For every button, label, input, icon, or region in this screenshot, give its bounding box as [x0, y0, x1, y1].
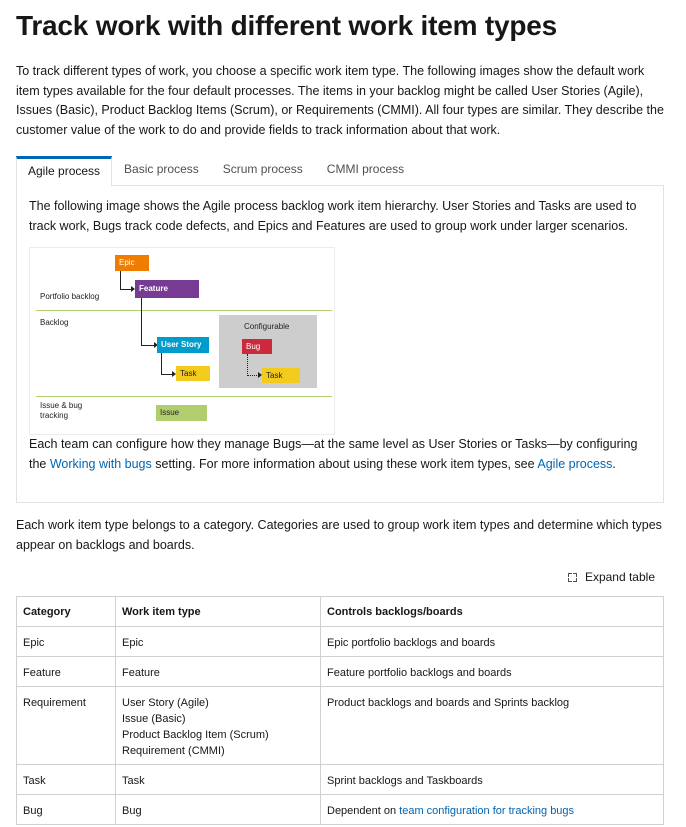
- type-line: Product Backlog Item (Scrum): [122, 729, 269, 741]
- working-with-bugs-link[interactable]: Working with bugs: [49, 456, 152, 471]
- type-cell: Bug: [116, 795, 321, 825]
- issue-bug-tracking-label: Issue & bug tracking: [40, 401, 83, 420]
- column-header: Work item type: [116, 597, 321, 627]
- table-row: [17, 687, 664, 765]
- tab-agile-process[interactable]: Agile process: [16, 156, 112, 186]
- agile-hierarchy-diagram: [29, 247, 335, 435]
- process-tabs: [16, 155, 670, 185]
- type-line: User Story (Agile): [122, 697, 209, 709]
- category-paragraph: Each work item type belongs to a category. Categories are used to group work item types and determine which types appear on backlogs and boards.: [16, 518, 662, 552]
- table-header-row: [17, 597, 664, 627]
- task-item: Task: [176, 366, 210, 381]
- bugs-config-paragraph: Each team can configure how they manage Bugs—at the same level as User Stories or Tasks—by configuring the Working with bugs setting. For more information about using these work item types, see Agile process.: [29, 437, 638, 471]
- team-configuration-link[interactable]: team configuration for tracking bugs: [399, 805, 575, 817]
- type-cell: [116, 687, 321, 765]
- intro-paragraph: To track different types of work, you choose a specific work item type. The following images show the default work item types available for the four default processes. The items in your backlog might be called User Stories (Agile), Issues (Basic), Product Backlog Items (Scrum), or Requirements (CMMI). All four types are similar. They describe the customer value of the work to do and provide fields to track information about that work.: [16, 64, 664, 137]
- table-row: [17, 657, 664, 687]
- page-title: Track work with different work item types: [16, 10, 558, 41]
- epic-item: Epic: [115, 255, 149, 271]
- table-row: [17, 795, 664, 825]
- tab-scrum-process[interactable]: Scrum process: [222, 162, 303, 176]
- divider-line: [36, 396, 332, 397]
- category-cell: Requirement: [17, 687, 116, 765]
- expand-table-label: Expand table: [584, 570, 655, 584]
- divider-line: [36, 310, 332, 311]
- controls-cell: Feature portfolio backlogs and boards: [321, 657, 664, 687]
- user-story-item: User Story: [157, 337, 209, 353]
- type-cell: Feature: [116, 657, 321, 687]
- tab-cmmi-process[interactable]: CMMI process: [326, 162, 405, 176]
- controls-cell: Sprint backlogs and Taskboards: [321, 765, 664, 795]
- type-cell: Task: [116, 765, 321, 795]
- category-cell: Epic: [17, 627, 116, 657]
- table-row: [17, 765, 664, 795]
- table-row: [17, 627, 664, 657]
- configurable-label: Configurable: [244, 322, 290, 331]
- portfolio-backlog-label: Portfolio backlog: [40, 292, 100, 301]
- category-cell: Feature: [17, 657, 116, 687]
- category-table: [16, 596, 664, 825]
- expand-table-button[interactable]: [568, 570, 655, 584]
- type-line: Requirement (CMMI): [122, 745, 225, 757]
- type-line: Issue (Basic): [122, 713, 186, 725]
- feature-story-connector: [141, 298, 155, 346]
- bug-item: Bug: [242, 339, 272, 354]
- controls-cell: Epic portfolio backlogs and boards: [321, 627, 664, 657]
- controls-cell: Dependent on team configuration for tracking bugs: [321, 795, 664, 825]
- expand-icon: [568, 573, 577, 582]
- bug-task-item: Task: [262, 368, 300, 383]
- tab-panel-agile: [16, 185, 664, 503]
- category-cell: Task: [17, 765, 116, 795]
- column-header: Controls backlogs/boards: [321, 597, 664, 627]
- category-cell: Bug: [17, 795, 116, 825]
- tab-basic-process[interactable]: Basic process: [124, 162, 199, 176]
- feature-item: Feature: [135, 280, 199, 298]
- backlog-label: Backlog: [40, 318, 69, 327]
- column-header: Category: [17, 597, 116, 627]
- controls-cell: Product backlogs and boards and Sprints backlog: [321, 687, 664, 765]
- type-cell: Epic: [116, 627, 321, 657]
- agile-process-link[interactable]: Agile process: [537, 456, 613, 471]
- issue-item: Issue: [156, 405, 207, 421]
- panel-description: The following image shows the Agile process backlog work item hierarchy. User Stories and Tasks are used to track work, Bugs track code defects, and Epics and Features are used to group work under larger scenarios.: [29, 199, 637, 233]
